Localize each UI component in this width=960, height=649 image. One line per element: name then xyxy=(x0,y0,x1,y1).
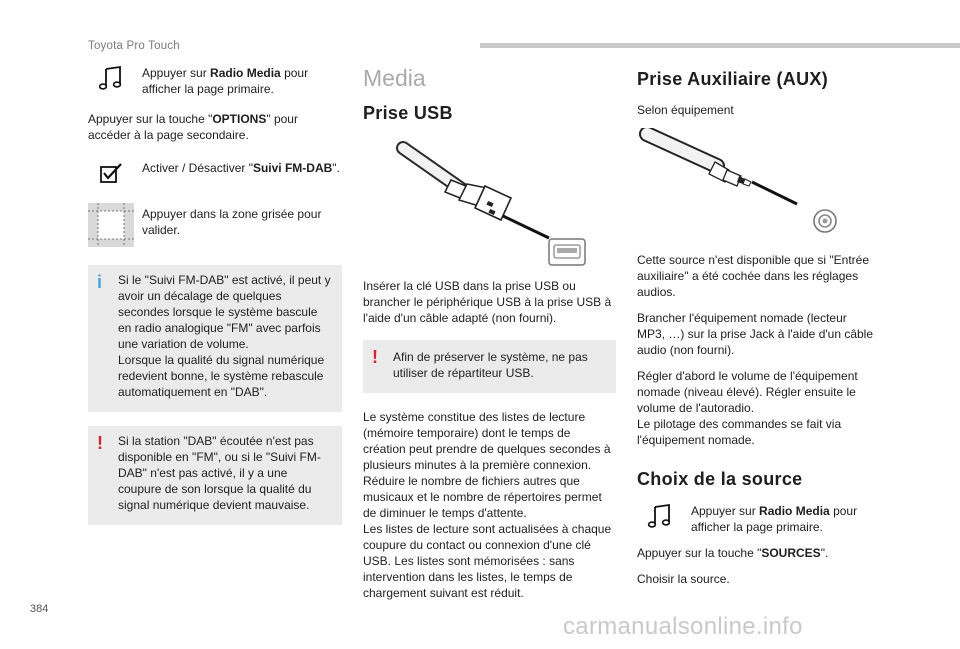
warning-text: Afin de préserver le système, ne pas utiliser de répartiteur USB. xyxy=(393,350,588,380)
page-number: 384 xyxy=(30,603,49,615)
section-title: Media xyxy=(363,65,426,91)
usb-illustration xyxy=(363,140,616,260)
equipment-note: Selon équipement xyxy=(637,103,734,117)
aux-volume: Régler d'abord le volume de l'équipement nomade (niveau élevé). Régler ensuite le volume de l'autoradio. Le pilotage des commandes se fait via l'équipement nomade. xyxy=(637,369,858,447)
usb-instructions: Insérer la clé USB dans la prise USB ou brancher le périphérique USB à la prise USB à l'aide d'un câble adapté (non fourni). xyxy=(363,279,612,325)
options-paragraph: Appuyer sur la touche "OPTIONS" pour accéder à la page secondaire. xyxy=(88,112,298,142)
choose-source: Choisir la source. xyxy=(637,572,730,586)
step-radio-media xyxy=(88,62,342,97)
info-line: Si le "Suivi FM-DAB" est activé, il peut y avoir un décalage de quelques secondes lorsque le système bascule en radio analogique "FM" avec parfois une variation de volume. xyxy=(118,273,331,351)
jack-plug-icon xyxy=(637,128,877,238)
info-icon: i xyxy=(97,272,103,292)
warning-text: Si la station "DAB" écoutée n'est pas disponible en "FM", ou si le "Suivi FM-DAB" n'est pas activé, il y a une coupure de son lorsque la qualité du signal numérique devient mauvaise. xyxy=(118,434,321,512)
step-text: Appuyer dans la zone grisée pour valider. xyxy=(142,207,322,237)
jack-illustration xyxy=(637,128,877,238)
step-validate xyxy=(88,203,342,247)
info-line: Lorsque la qualité du signal numérique redevient bonne, le système rebascule automatiquement en "DAB". xyxy=(118,353,325,399)
music-note-icon xyxy=(88,62,134,94)
grey-zone-icon xyxy=(88,203,134,247)
playlist-paragraph: Le système constitue des listes de lecture (mémoire temporaire) dont le temps de création peut prendre de quelques secondes à plusieurs minutes à la première connexion. Réduire le nombre de fichiers autres que musicaux et le nombre de répertoires permet de diminuer le temps d'attente. Les listes de lecture sont actualisées à chaque coupure du contact ou connexion d'une clé USB. Les listes sont mémorisées : sans intervention dans les listes, le temps de chargement suivant est réduit. xyxy=(363,410,612,600)
warning-box xyxy=(88,426,342,525)
step-radio-media xyxy=(637,500,877,535)
column-left xyxy=(88,62,342,537)
aux-connect: Brancher l'équipement nomade (lecteur MP3, …) sur la prise Jack à l'aide d'un câble audio (non fourni). xyxy=(637,311,874,357)
step-text: Activer / Désactiver "Suivi FM-DAB". xyxy=(142,161,340,175)
info-box xyxy=(88,265,342,412)
heading-choix-source: Choix de la source xyxy=(637,469,803,489)
music-note-icon xyxy=(637,500,683,532)
step-suivi-fm-dab xyxy=(88,157,342,189)
column-right xyxy=(637,62,877,601)
step-text: Appuyer sur Radio Media pour afficher la page primaire. xyxy=(142,66,309,96)
sources-paragraph: Appuyer sur la touche "SOURCES". xyxy=(637,546,829,560)
column-middle xyxy=(363,62,616,601)
usb-port-icon xyxy=(548,238,586,270)
warning-icon: ! xyxy=(97,433,103,453)
heading-prise-aux: Prise Auxiliaire (AUX) xyxy=(637,69,828,89)
header-rule xyxy=(480,43,960,48)
checkbox-icon xyxy=(88,157,134,189)
step-text: Appuyer sur Radio Media pour afficher la page primaire. xyxy=(691,504,858,534)
warning-box xyxy=(363,340,616,393)
heading-prise-usb: Prise USB xyxy=(363,103,453,123)
watermark: carmanualsonline.info xyxy=(563,613,803,640)
jack-port-icon xyxy=(812,208,838,238)
aux-availability: Cette source n'est disponible que si "Entrée auxiliaire" a été cochée dans les réglages audios. xyxy=(637,253,870,299)
header-title: Toyota Pro Touch xyxy=(88,40,180,52)
warning-icon: ! xyxy=(372,347,378,367)
